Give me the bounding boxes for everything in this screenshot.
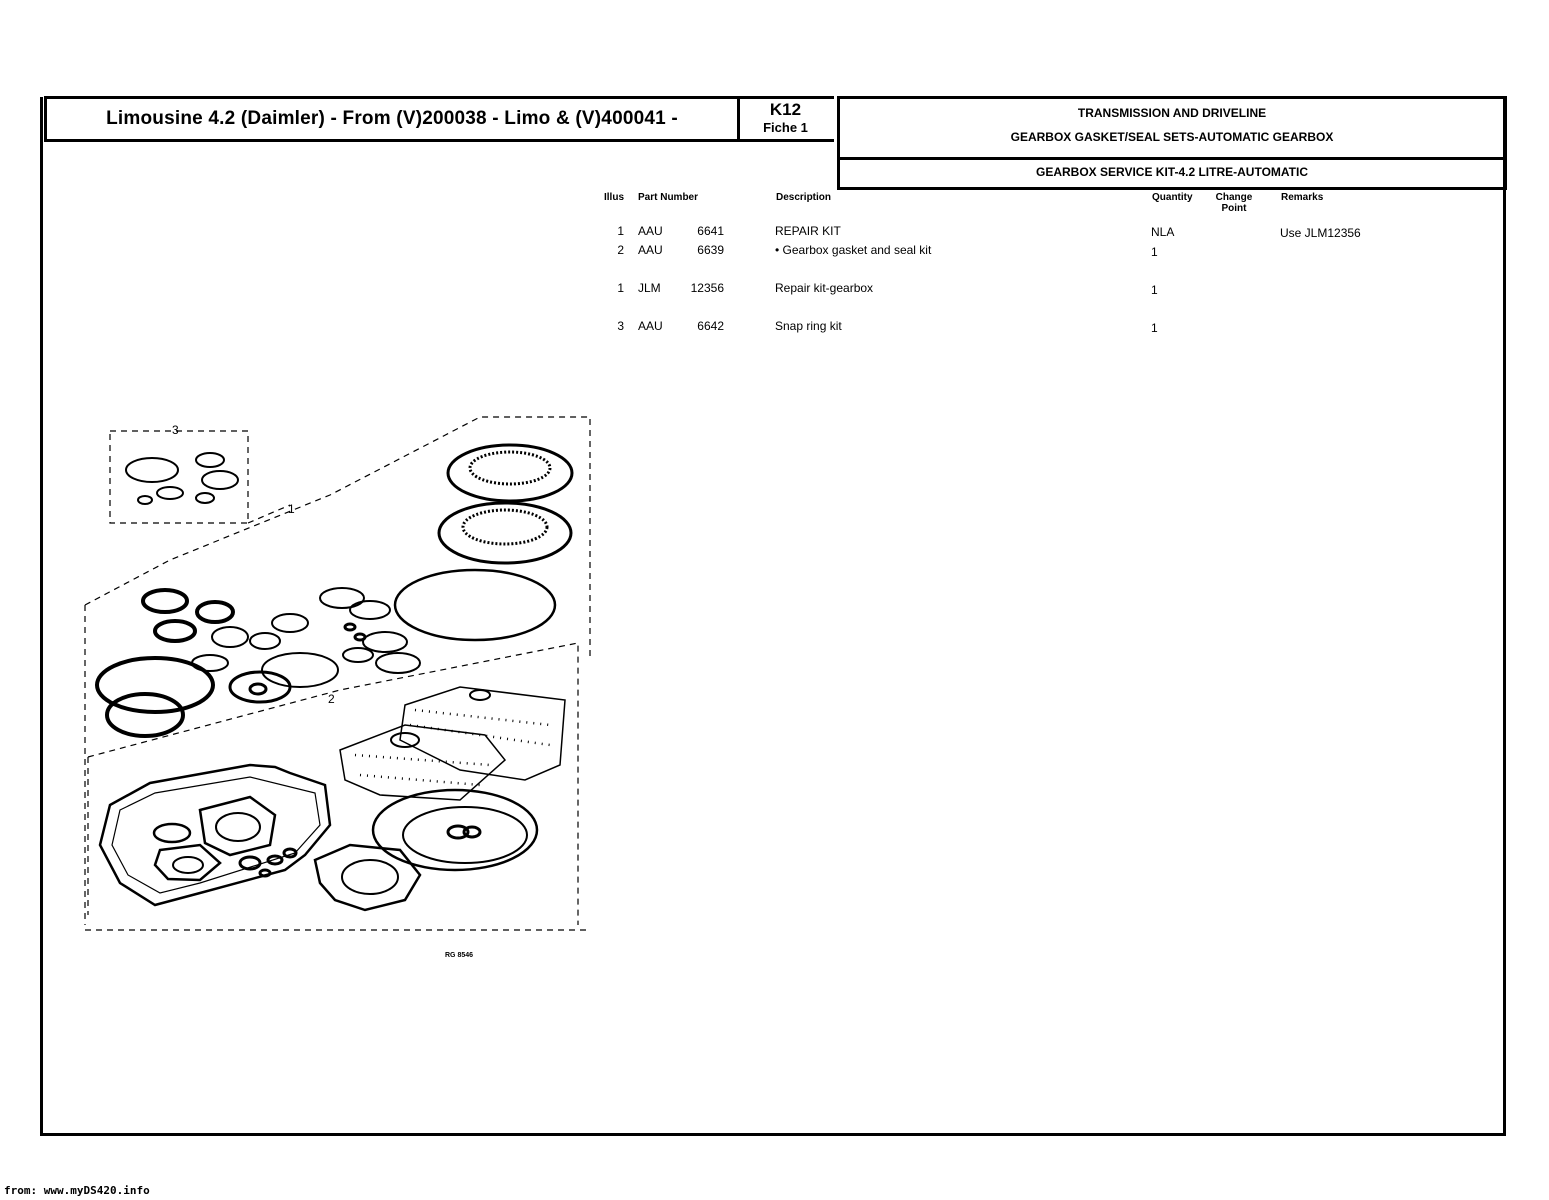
row-part-number: 12356 [690,281,724,295]
row-illus: 1 [617,281,624,295]
callout-3: 3 [172,423,179,437]
exploded-parts-diagram [80,405,595,965]
sump-gasket [100,765,420,910]
row-part-number: 6639 [697,243,724,257]
row-illus: 1 [617,224,624,238]
row-description: • Gearbox gasket and seal kit [775,243,932,257]
row-remarks: Use JLM12356 [1280,226,1361,240]
vehicle-title: Limousine 4.2 (Daimler) - From (V)200038 - Limo & (V)400041 - [44,96,740,142]
seals-and-o-rings [97,588,420,736]
kit-outline-3 [110,431,290,523]
col-header-description: Description [776,192,832,203]
subsection-title: GEARBOX GASKET/SEAL SETS-AUTOMATIC GEARBOX [1010,130,1334,144]
row-quantity: 1 [1151,283,1158,297]
valve-body-plates [340,687,565,800]
row-quantity: NLA [1151,225,1175,239]
row-part-prefix: AAU [638,243,663,257]
section-title: TRANSMISSION AND DRIVELINE [1077,106,1267,120]
kit-outline-2 [88,643,578,925]
group-title: GEARBOX SERVICE KIT-4.2 LITRE-AUTOMATIC [837,157,1507,190]
drawing-reference: RG 8546 [445,952,474,959]
col-header-quantity: Quantity [1152,192,1193,203]
row-part-prefix: AAU [638,224,663,238]
section-box [837,96,1507,160]
callout-1: 1 [288,502,295,516]
callout-2: 2 [328,692,335,706]
row-part-prefix: JLM [638,281,661,295]
col-header-part-number: Part Number [638,192,699,203]
source-footer: from: www.myDS420.info [4,1184,150,1197]
row-description: Snap ring kit [775,319,842,333]
page-code: K12 [769,100,802,119]
row-description: REPAIR KIT [775,224,841,238]
row-part-number: 6641 [697,224,724,238]
fiche-label: Fiche 1 [763,120,808,135]
snap-rings [126,453,238,504]
row-illus: 2 [617,243,624,257]
row-quantity: 1 [1151,321,1158,335]
col-header-remarks: Remarks [1281,192,1324,203]
row-description: Repair kit-gearbox [775,281,874,295]
col-header-change-point: Change Point [1215,192,1253,214]
pump-gasket [373,790,537,870]
row-part-prefix: AAU [638,319,663,333]
clutch-plates [395,445,572,640]
row-part-number: 6642 [697,319,724,333]
col-header-illus: Illus [604,192,625,203]
row-quantity: 1 [1151,245,1158,259]
row-illus: 3 [617,319,624,333]
fiche-box [737,96,834,142]
